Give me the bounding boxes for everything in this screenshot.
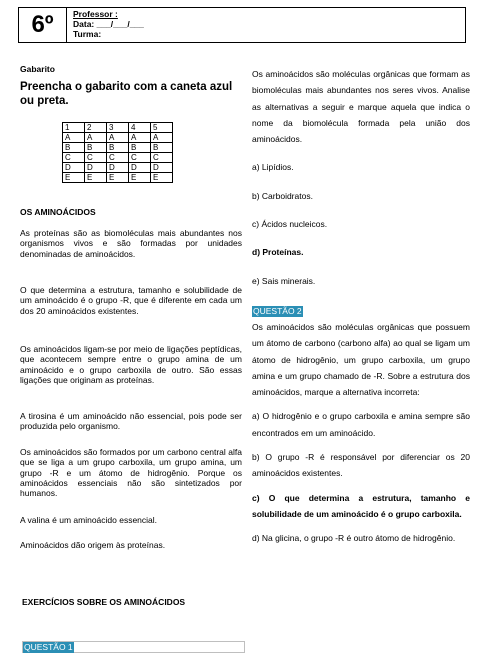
paragraph: Aminoácidos dão origem às proteínas. <box>20 540 166 550</box>
question-1-option-a[interactable]: a) Lipídios. <box>252 162 294 173</box>
grid-cell[interactable]: B <box>107 143 129 153</box>
paragraph: Os aminoácidos são formados por um carbono central alfa que se liga a um grupo carboxila, um grupo amina, um grupo -R e um átomo de hidrogênio. Porque os aminoácidos essenciais não são sintetizados por humanos. <box>20 447 242 499</box>
grade-label: 6º <box>19 8 67 42</box>
grid-cell[interactable]: C <box>129 153 151 163</box>
grid-cell[interactable]: B <box>151 143 173 153</box>
grid-col-header: 2 <box>85 123 107 133</box>
question-2-text: Os aminoácidos são moléculas orgânicas que possuem um átomo de carbono (carbono alfa) ao qual se ligam um átomo de hidrogênio, um grupo carboxila, um grupo amina e um grupo chamado de -R. Sobre a estrutura dos aminoácidos, marque a alternativa incorreta: <box>252 321 470 398</box>
grid-col-header: 3 <box>107 123 129 133</box>
exercises-title: EXERCÍCIOS SOBRE OS AMINOÁCIDOS <box>22 597 186 607</box>
grid-cell[interactable]: B <box>85 143 107 153</box>
grid-cell[interactable]: D <box>129 163 151 173</box>
header-box <box>18 7 466 43</box>
grid-cell[interactable]: C <box>107 153 129 163</box>
grid-cell[interactable]: A <box>85 133 107 143</box>
grid-cell[interactable]: E <box>107 173 129 183</box>
date-field: Data: ___/___/___ <box>73 19 144 29</box>
paragraph: A valina é um aminoácido essencial. <box>20 515 158 525</box>
gabarito-instruction: Preencha o gabarito com a caneta azul ou preta. <box>20 81 233 107</box>
question-2-option-d[interactable]: d) Na glicina, o grupo -R é outro átomo de hidrogênio. <box>252 533 456 544</box>
answer-grid-row <box>63 143 173 153</box>
grid-cell[interactable]: E <box>85 173 107 183</box>
grid-cell[interactable]: A <box>63 133 85 143</box>
grid-cell[interactable]: D <box>63 163 85 173</box>
question-2-header <box>252 301 470 319</box>
answer-grid-row <box>63 163 173 173</box>
question-1-text: Os aminoácidos são moléculas orgânicas que formam as biomoléculas mais abundantes nos seres vivos. Analise as alternativas a seguir e marque aquela que indica o nome da biomolécula formada pela união dos aminoácidos. <box>252 69 470 145</box>
paragraph: O que determina a estrutura, tamanho e solubilidade de um aminoácido é o grupo -R, que é diferente em cada um dos 20 aminoácidos existentes. <box>20 285 242 316</box>
grid-col-header: 5 <box>151 123 173 133</box>
gabarito-label: Gabarito <box>20 64 55 74</box>
grid-cell[interactable]: E <box>129 173 151 183</box>
grid-cell[interactable]: A <box>151 133 173 143</box>
answer-grid-row <box>63 173 173 183</box>
professor-field: Professor : <box>73 9 118 19</box>
grid-cell[interactable]: C <box>63 153 85 163</box>
question-1-option-e[interactable]: e) Sais minerais. <box>252 275 316 286</box>
grid-cell[interactable]: C <box>151 153 173 163</box>
paragraph: Os aminoácidos ligam-se por meio de ligações peptídicas, que acontecem sempre entre o grupo amina de um aminoácido e o grupo carboxila de outro. São essas ligações que originam as proteínas. <box>20 344 242 385</box>
question-2-option-b[interactable]: b) O grupo -R é responsável por diferenciar os 20 aminoácidos existentes. <box>252 452 470 479</box>
grid-cell[interactable]: B <box>129 143 151 153</box>
question-2-option-a[interactable]: a) O hidrogênio e o grupo carboxila e amina sempre são encontrados em um aminoácido. <box>252 411 470 438</box>
grid-cell[interactable]: E <box>63 173 85 183</box>
grid-cell[interactable]: B <box>63 143 85 153</box>
question-1-option-c[interactable]: c) Ácidos nucleicos. <box>252 219 328 230</box>
grid-cell[interactable]: D <box>85 163 107 173</box>
question-1-option-b[interactable]: b) Carboidratos. <box>252 190 313 201</box>
question-1-option-d[interactable]: d) Proteínas. <box>252 247 304 258</box>
grid-col-header: 1 <box>63 123 85 133</box>
answer-grid-row <box>63 133 173 143</box>
answer-grid-row <box>63 153 173 163</box>
grid-cell[interactable]: A <box>107 133 129 143</box>
answer-grid <box>62 122 173 183</box>
answer-grid-header <box>63 123 173 133</box>
paragraph: As proteínas são as biomoléculas mais abundantes nos organismos vivos e são formadas por unidades denominadas de aminoácidos. <box>20 228 242 259</box>
question-1-label: QUESTÃO 1 <box>24 642 73 652</box>
grid-cell[interactable]: D <box>151 163 173 173</box>
class-field: Turma: <box>73 29 102 39</box>
question-1-box <box>22 641 245 653</box>
grid-col-header: 4 <box>129 123 151 133</box>
grid-cell[interactable]: D <box>107 163 129 173</box>
gabarito-section <box>20 64 242 108</box>
question-2-option-c[interactable]: c) O que determina a estrutura, tamanho e solubilidade de um aminoácido é o grupo carboxila. <box>252 492 470 519</box>
section-title-aminoacidos: OS AMINOÁCIDOS <box>20 207 96 217</box>
right-column <box>252 66 470 547</box>
grid-cell[interactable]: C <box>85 153 107 163</box>
header-fields <box>67 8 144 42</box>
grid-cell[interactable]: A <box>129 133 151 143</box>
paragraph: A tirosina é um aminoácido não essencial, pois pode ser produzida pelo organismo. <box>20 411 242 432</box>
question-2-label: QUESTÃO 2 <box>253 305 302 316</box>
grid-cell[interactable]: E <box>151 173 173 183</box>
